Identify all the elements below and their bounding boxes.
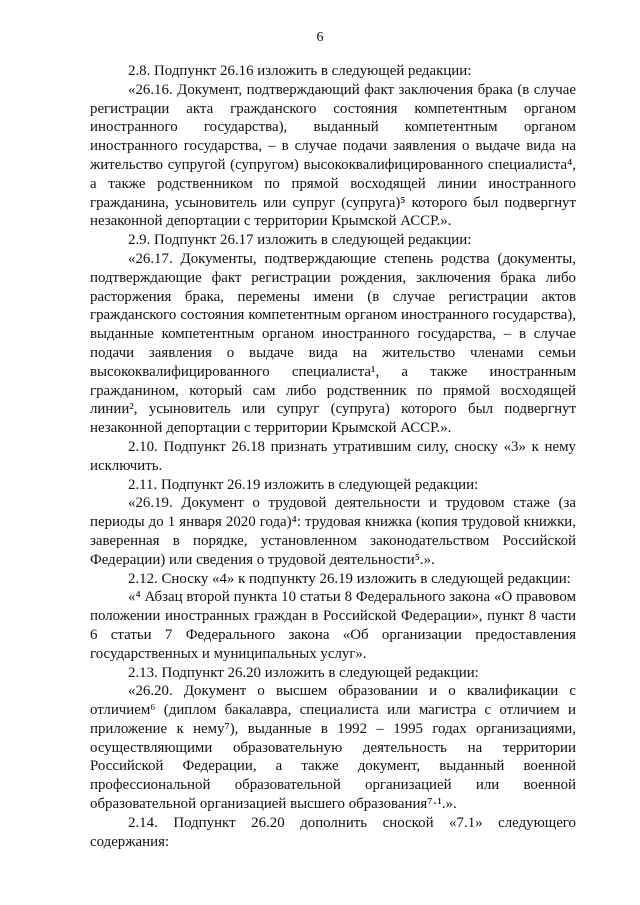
paragraph: 2.9. Подпункт 26.17 изложить в следующей редакции: <box>128 232 472 249</box>
paragraph: 2.10. Подпункт 26.18 признать утратившим силу, сноску «3» к нему исключить. <box>90 438 576 474</box>
paragraph: «26.20. Документ о высшем образовании и о квалификации с отличием⁶ (диплом бакалавра, специалиста или магистра с отличием и приложение к нему⁷), выданные в 1992 – 1995 годах организациями, осуществляющими образовательную деятельность на территории Российской Федерации, а также документ, выданный военной профессиональной образовательной организацией или военной образовательной организацией высшего образования⁷·¹.». <box>90 683 576 813</box>
paragraph: 2.11. Подпункт 26.19 изложить в следующей редакции: <box>128 476 479 493</box>
paragraph: 2.12. Сноску «4» к подпункту 26.19 изложить в следующей редакции: <box>128 570 571 587</box>
document-body <box>90 62 576 851</box>
paragraph: «26.19. Документ о трудовой деятельности и трудовом стаже (за периоды до 1 января 2020 года)⁴: трудовая книжка (копия трудовой книжки, заверенная в порядке, установленном законодательством Российской Федерации) или сведения о трудовой деятельности⁵.». <box>90 495 576 568</box>
paragraph: 2.13. Подпункт 26.20 изложить в следующей редакции: <box>128 664 479 681</box>
paragraph: 2.8. Подпункт 26.16 изложить в следующей редакции: <box>128 63 472 79</box>
page-number: 6 <box>316 30 324 45</box>
paragraph: 2.14. Подпункт 26.20 дополнить сноской «7.1» следующего содержания: <box>90 814 576 850</box>
paragraph: «26.16. Документ, подтверждающий факт заключения брака (в случае регистрации акта гражданского состояния компетентным органом иностранного государства), выданный компетентным органом иностранного государства, – в случае подачи заявления о выдаче вида на жительство супругой (супругом) высококвалифицированного специалиста⁴, а также родственником по прямой восходящей линии иностранного гражданина, усыновитель или супруг (супруга)⁵ которого был подвергнут незаконной депортации с территории Крымской АССР.». <box>90 81 576 230</box>
paragraph: «⁴ Абзац второй пункта 10 статьи 8 Федерального закона «О правовом положении иностранных граждан в Российской Федерации», пункт 8 части 6 статьи 7 Федерального закона «Об организации предоставления государственных и муниципальных услуг». <box>90 589 576 662</box>
paragraph: «26.17. Документы, подтверждающие степень родства (документы, подтверждающие факт регистрации рождения, заключения брака либо расторжения брака, перемены имени (в случае регистрации актов гражданского состояния компетентным органом иностранного государства), выданные компетентным органом иностранного государства, – в случае подачи заявления о выдаче вида на жительство членами семьи высококвалифицированного специалиста¹, а также иностранным гражданином, который сам либо родственник по прямой восходящей линии², усыновитель или супруг (супруга) которого был подвергнут незаконной депортации с территории Крымской АССР.». <box>90 250 576 437</box>
